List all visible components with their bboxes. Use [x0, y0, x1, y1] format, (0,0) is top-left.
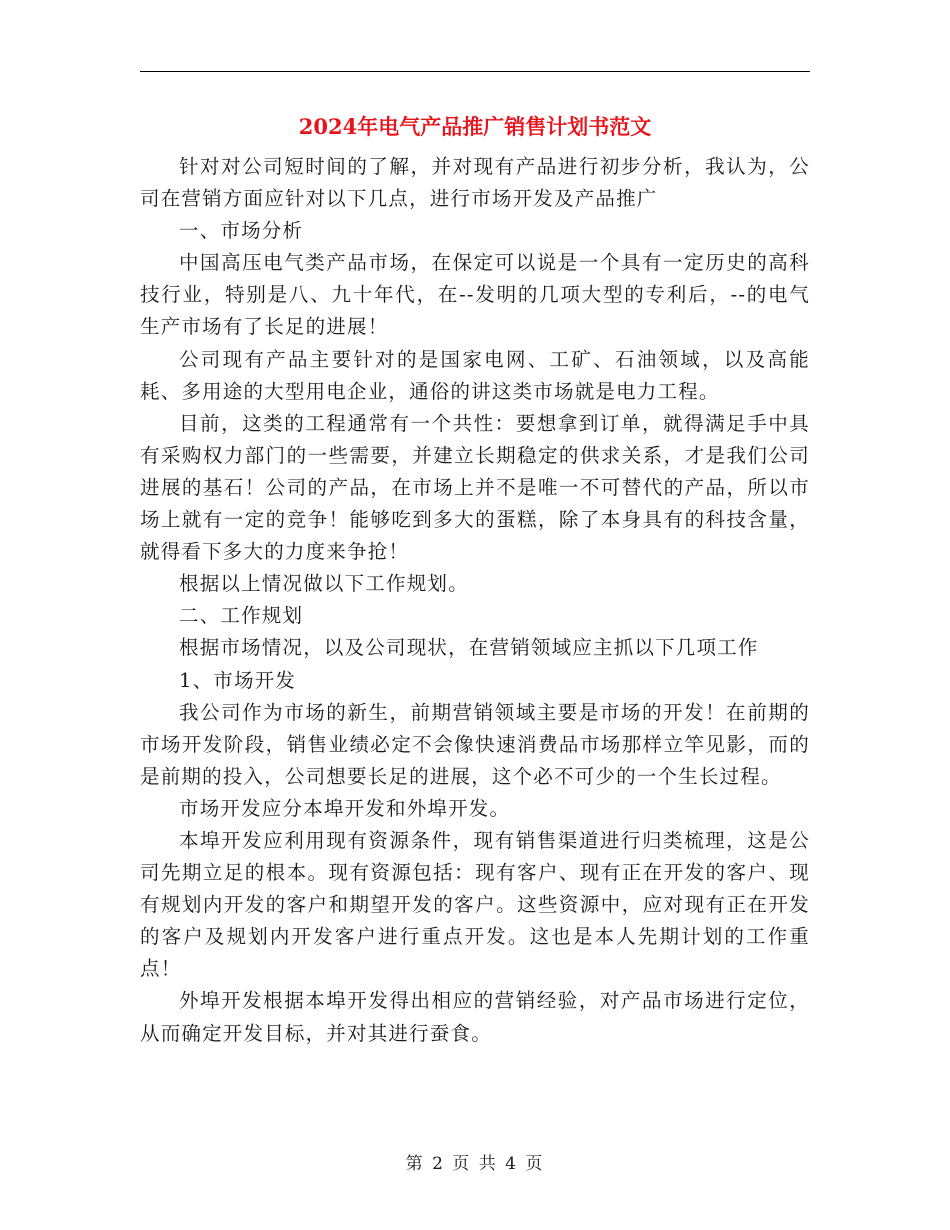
subsection-heading-market-development: 1、市场开发: [179, 668, 297, 692]
paragraph: 外埠开发根据本埠开发得出相应的营销经验，对产品市场进行定位，从而确定开发目标，并对其进行蚕食。: [140, 989, 810, 1045]
section-heading-work-plan: 二、工作规划: [179, 604, 304, 628]
paragraph: 本埠开发应利用现有资源条件，现有销售渠道进行归类梳理，这是公司先期立足的根本。现有资源包括：现有客户、现有正在开发的客户、现有规划内开发的客户和期望开发的客户。这些资源中，应对现有正在开发的客户及规划内开发客户进行重点开发。这也是本人先期计划的工作重点！: [140, 828, 810, 981]
paragraph: 根据市场情况，以及公司现状，在营销领域应主抓以下几项工作: [179, 636, 759, 660]
document-title: 2024年电气产品推广销售计划书范文: [298, 114, 652, 139]
document-body: [140, 151, 810, 1050]
header-rule: [140, 71, 810, 72]
page-number: 第 2 页 共 4 页: [405, 1154, 545, 1174]
paragraph: 目前，这类的工程通常有一个共性：要想拿到订单，就得满足手中具有采购权力部门的一些需要，并建立长期稳定的供求关系，才是我们公司进展的基石！公司的产品，在市场上并不是唯一不可替代的产品，所以市场上就有一定的竞争！能够吃到多大的蛋糕，除了本身具有的科技含量，就得看下多大的力度来争抢！: [140, 411, 810, 564]
paragraph-intro: 针对对公司短时间的了解，并对现有产品进行初步分析，我认为，公司在营销方面应针对以下几点，进行市场开发及产品推广: [140, 155, 810, 211]
paragraph: 中国高压电气类产品市场，在保定可以说是一个具有一定历史的高科技行业，特别是八、九十年代，在--发明的几项大型的专利后，--的电气生产市场有了长足的进展！: [140, 251, 810, 339]
paragraph: 公司现有产品主要针对的是国家电网、工矿、石油领域，以及高能耗、多用途的大型用电企业，通俗的讲这类市场就是电力工程。: [140, 347, 810, 403]
paragraph: 市场开发应分本埠开发和外埠开发。: [179, 796, 511, 820]
paragraph: 根据以上情况做以下工作规划。: [179, 572, 469, 596]
paragraph: 我公司作为市场的新生，前期营销领域主要是市场的开发！在前期的市场开发阶段，销售业绩必定不会像快速消费品市场那样立竿见影，而的是前期的投入，公司想要长足的进展，这个必不可少的一个生长过程。: [140, 700, 810, 788]
section-heading-market-analysis: 一、市场分析: [179, 219, 304, 243]
